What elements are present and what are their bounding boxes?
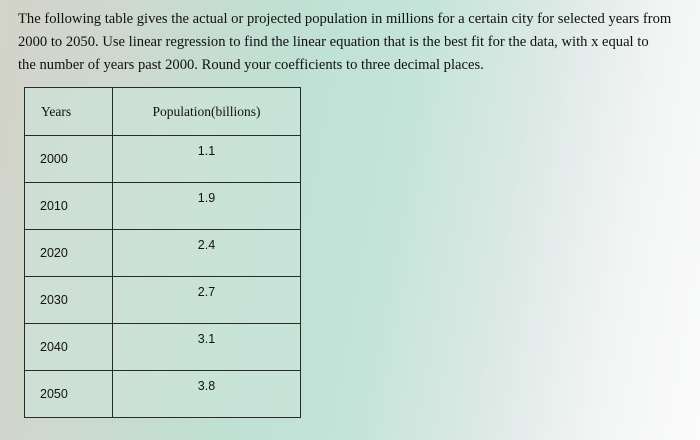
years-column-header: Years [25, 88, 113, 136]
year-cell: 2000 [25, 136, 113, 183]
population-table [24, 87, 301, 418]
population-value: 3.8 [197, 379, 216, 393]
population-cell [113, 324, 301, 371]
population-value: 1.1 [197, 144, 216, 158]
population-cell [113, 371, 301, 418]
year-cell: 2030 [25, 277, 113, 324]
question-line: the number of years past 2000. Round your coefficients to three decimal places. [18, 57, 484, 73]
population-cell [113, 136, 301, 183]
table-row [25, 277, 301, 324]
year-cell: 2050 [25, 371, 113, 418]
population-value: 1.9 [197, 191, 216, 205]
population-cell [113, 230, 301, 277]
table-row [25, 324, 301, 371]
population-column-header: Population(billions) [113, 88, 301, 136]
year-cell: 2020 [25, 230, 113, 277]
year-cell: 2040 [25, 324, 113, 371]
population-value: 2.7 [197, 285, 216, 299]
question-text [18, 8, 694, 77]
question-line: 2000 to 2050. Use linear regression to find the linear equation that is the best fit for the data, with x equal to [18, 34, 649, 50]
population-cell [113, 277, 301, 324]
population-value: 3.1 [197, 332, 216, 346]
table-row [25, 230, 301, 277]
question-line: The following table gives the actual or projected population in millions for a certain city for selected years from [18, 11, 672, 27]
population-cell [113, 183, 301, 230]
table-header-row [25, 88, 301, 136]
year-cell: 2010 [25, 183, 113, 230]
table-row [25, 136, 301, 183]
table-row [25, 183, 301, 230]
population-value: 2.4 [197, 238, 216, 252]
table-row [25, 371, 301, 418]
